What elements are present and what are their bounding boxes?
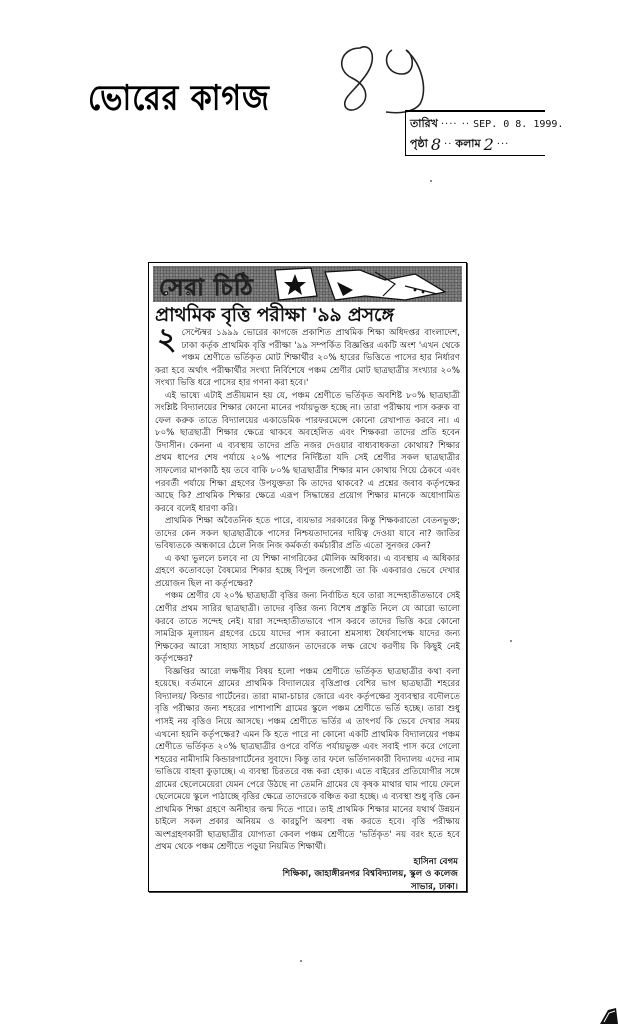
column-label: কলাম	[455, 136, 481, 150]
date-stamp	[405, 110, 564, 156]
newspaper-clipping	[148, 262, 467, 892]
paragraph: এই ভাষ্যে এটাই প্রতীয়মান হয় যে, পঞ্চম শ্রেণীতে ভর্তিকৃত অবশিষ্ট ৮০% ছাত্রছাত্রী সংশ্লিষ্ট বিদ্যালয়ের শিক্ষার কোনো মানের পর্যায়ভুক্ত হচ্ছে না। তারা পরীক্ষায় পাস করুক বা ফেল করুক তাতে বিদ্যালয়ের একাডেমিক পারফরমেন্সে কোনো রেখাপাত করবে না। এ ৮০% ছাত্রছাত্রী শিক্ষার ক্ষেত্রে থাকবে অবহেলিত এবং শিক্ষকরা তাদের প্রতি হবেন উদাসীন। কেননা এ ব্যবস্থায় তাদের প্রতি নজর দেওয়ার বাধ্যবাধকতা কোথায়? শিক্ষার প্রথম ধাপের শেষ পর্যায়ে ২০% পাশের নির্দিষ্টতা যদি সেই শ্রেণীর সকল ছাত্রছাত্রীর সাফল্যের মাপকাঠি হয় তবে বাকি ৮০% ছাত্রছাত্রীর শিক্ষার মান কোথায় গিয়ে ঠেকবে এবং পরবর্তী পর্যায়ে শিক্ষা গ্রহণের উপযুক্ততা কি তাদের থাকবে? এ প্রশ্নের জবাব কর্তৃপক্ষের আছে কি? প্রাথমিক শিক্ষার ক্ষেত্রে এরূপ সিদ্ধান্তের প্রয়োগ শিক্ষার মানকে অধোগামিত করবে বলেই ধারণা করি।	[155, 390, 460, 514]
page-label: পৃষ্ঠা	[410, 136, 428, 150]
banner-illustration-icon	[265, 266, 462, 302]
date-label: তারিখ	[410, 116, 438, 130]
paragraph: প্রাথমিক শিক্ষা অবৈতনিক হতে পারে, ব্যয়ভার সরকারের কিন্তু শিক্ষকরাতো বেতনভুক্ত; তাদের কেন সকল ছাত্রছাত্রীকে পাসের নিশ্চয়তাদানের দায়িত্ব দেওয়া যাবে না? জাতির ভবিষ্যতকে অন্ধকারে ঠেলে নিজ নিজ কর্মকর্তা কর্মচারীর প্রতি এতো সুনজর কেন?	[155, 516, 460, 552]
author-affiliation: শিক্ষিকা, জাহাঙ্গীরনগর বিশ্ববিদ্যালয়, স্কুল ও কলেজ	[282, 869, 458, 880]
scan-speck	[510, 640, 512, 642]
newspaper-masthead: ভোরের কাগজ	[88, 78, 270, 119]
paragraph	[155, 322, 460, 390]
section-title: সেরা চিঠি	[159, 275, 254, 301]
column-value: 2	[483, 134, 494, 154]
handwritten-page-number	[330, 40, 440, 120]
author-signature	[149, 854, 466, 894]
page-corner-fold-icon	[596, 1006, 618, 1024]
paragraph: পঞ্চম শ্রেণীর যে ২০% ছাত্রছাত্রী বৃত্তির জন্য নির্বাচিত হবে তারা সন্দেহাতীতভাবে সেই শ্রেণীর প্রথম সারির ছাত্রছাত্রী। তাদের বৃত্তির জন্য বিশেষ প্রস্তুতি নিলে যে আরো ভালো করবে তাতে সন্দেহ নেই। যারা সন্দেহাতীতভাবে পাস করবে তাদের ভিত্তি করে কোনো সামগ্রিক মূল্যায়ন গ্রহণের চেয়ে যাদের পাস করানো শ্রমসাধ্য ধৈর্যসাপেক্ষ যাদের জন্য শিক্ষকের আরো সাহায্য সাহচর্য প্রয়োজন তাদেরকে লক্ষ রেখে করণীয় কি কিছুই নেই কর্তৃপক্ষের?	[155, 591, 460, 665]
paragraph: বিজ্ঞপ্তির আরো লক্ষণীয় বিষয় হলো পঞ্চম শ্রেণীতে ভর্তিকৃত ছাত্রছাত্রীর কথা বলা হয়েছে। বর্তমানে গ্রামের প্রাথমিক বিদ্যালয়ের বৃত্তিপ্রাপ্ত বেশির ভাগ ছাত্রছাত্রী শহরের বিদ্যালয়/ কিন্ডার গার্টেনের। তারা মামা-চাচার জোরে এবং কর্তৃপক্ষের সুব্যবস্থার বদৌলতে বৃত্তি পরীক্ষার জন্য শহরের পাশাপাশি গ্রামের স্কুলে পঞ্চম শ্রেণীতে ভর্তি হচ্ছে। তারা শুধু পাসই নয় বৃত্তিও নিয়ে আসছে। পঞ্চম শ্রেণীতে ভর্তির এ তাৎপর্য কি ভেবে দেখার সময় এখনো হয়নি কর্তৃপক্ষের? এমন কি হতে পারে না কোনো একটি প্রাথমিক বিদ্যালয়ের পঞ্চম শ্রেণীতে ভর্তিকৃত ২০% ছাত্রছাত্রীর ওপরে বর্ণিত পর্যায়ভুক্ত এবং সবাই পাস করে গেলো শহরের নামীদামি কিন্ডারগার্টেনের সুবাদে। কিন্তু তার ফলে ভর্তিদানকারী বিদ্যালয় এদের নাম ভাঙিয়ে বাহবা কুড়াচ্ছে। এ ব্যবস্থা চিরতরে বন্ধ করা হোক। এতে বাইরের প্রতিযোগীর সঙ্গে গ্রামের ছেলেমেয়েরা যেমন পেরে উঠছে না তেমনি গ্রামের যে কৃষক মাথার ঘাম পায়ে ফেলে ছেলেমেয়ে স্কুলে পাঠাচ্ছে বৃত্তির ক্ষেত্রে তাদেরকে বঞ্চিত করা হচ্ছে। এ ব্যবস্থা শুধু বৃত্তি কেন প্রাথমিক শিক্ষা গ্রহণে অনীহার জন্ম দিতে পারে। তাই প্রাথমিক শিক্ষার মানের যথার্থ উন্নয়ন চাইলে সকল প্রকার অনিয়ম ও কারচুপি অবশ্য বন্ধ করতে হবে। বৃত্তি পরীক্ষায় অংশগ্রহণকারী ছাত্রছাত্রীর যোগ্যতা কেবল পঞ্চম শ্রেণীতে 'ভর্তিকৃত' নয় বরং হতে হবে প্রথম থেকে পঞ্চম শ্রেণীতে পড়ুয়া নিয়মিত শিক্ষার্থী।	[155, 666, 460, 853]
dots: ···	[496, 138, 510, 150]
scan-speck	[430, 180, 432, 182]
section-banner	[153, 266, 462, 302]
paragraph-text: সেপ্টেম্বর ১৯৯৯ ভোরের কাগজে প্রকাশিত প্রাথমিক শিক্ষা অধিদপ্তর বাংলাদেশ, ঢাকা কর্তৃক প্রাথমিক বৃত্তি পরীক্ষা '৯৯ সম্পর্কিত বিজ্ঞপ্তির একটি অংশ 'এখন থেকে পঞ্চম শ্রেণীতে ভর্তিকৃত মোট শিক্ষার্থীর ২০% হারের ভিত্তিতে পাসের হার নির্ধারণ করা হবে অর্থাৎ পরীক্ষার্থীর সংখ্যা নির্বিশেষে পঞ্চম শ্রেণীর মোট ছাত্রছাত্রীর সংখ্যার ২০% সংখ্যা ভিত্তি ধরে পাসের হার গণনা করা হবে।'	[155, 328, 460, 389]
author-location: সাভার, ঢাকা।	[411, 881, 458, 892]
date-value: SEP. 0 8. 1999.	[473, 118, 564, 130]
scan-speck	[300, 960, 302, 962]
page-value: 8	[430, 134, 442, 154]
article-body	[149, 322, 466, 854]
dots: ···· ··	[440, 118, 471, 130]
dots: ··	[444, 138, 453, 150]
article-headline: প্রাথমিক বৃত্তি পরীক্ষা '৯৯ প্রসঙ্গে	[155, 304, 394, 326]
drop-cap: ২	[157, 322, 177, 357]
author-name: হাসিনা বেগম	[413, 856, 458, 867]
paragraph: এ কথা ভুললে চলবে না যে শিক্ষা নাগরিকের মৌলিক অধিকার। এ ব্যবস্থায় এ অধিকার গ্রহণে কতোবড়ো বৈষম্যের শিকার হচ্ছে বিপুল জনগোষ্ঠী তা কি একবারও ভেবে দেখার প্রয়োজন ছিল না কর্তৃপক্ষের?	[155, 553, 460, 589]
